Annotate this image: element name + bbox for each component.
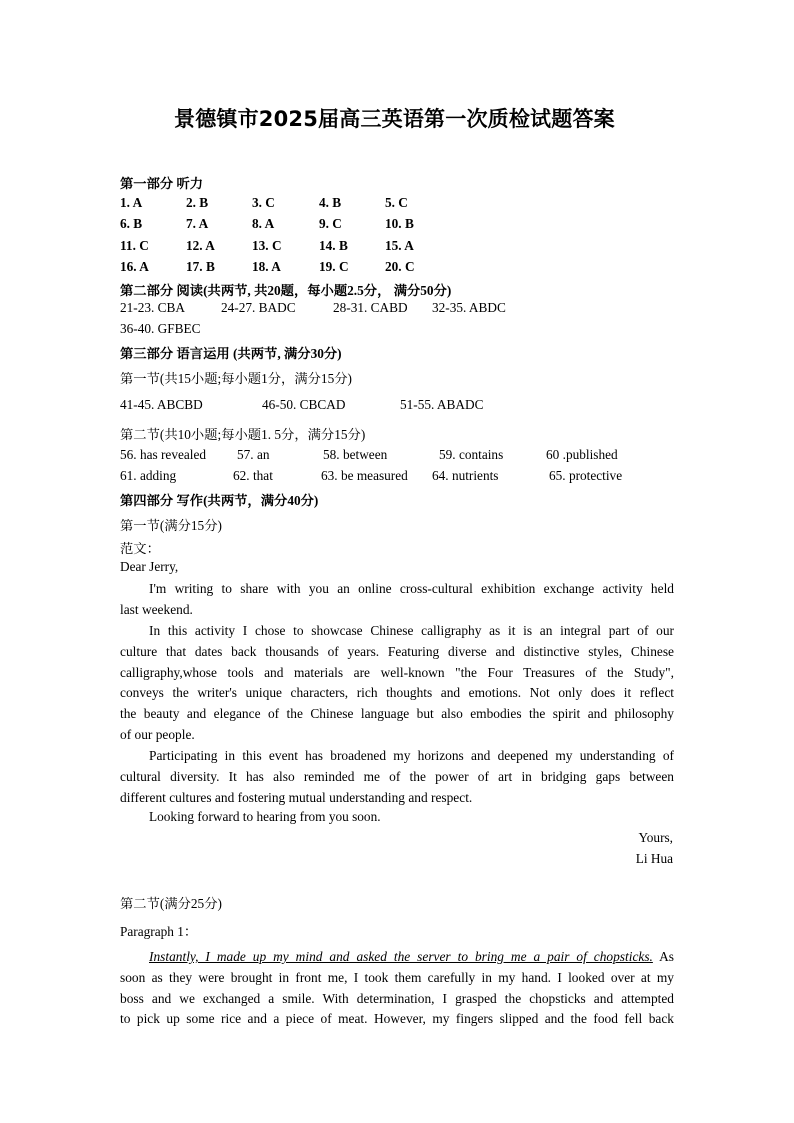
text-line: calligraphy,whose tools and materials are well-known "the Four Treasures of the Study",	[120, 664, 674, 680]
listening-answer: 4. B	[319, 195, 342, 210]
language-use-answer: 60 .published	[546, 447, 618, 462]
listening-answer: 11. C	[120, 238, 149, 253]
language-use-answer: 65. protective	[549, 468, 623, 483]
text-line: of our people.	[120, 726, 195, 742]
language-use-answer: 58. between	[323, 447, 388, 462]
text-line	[120, 947, 674, 968]
part2-answer: 24-27. BADC	[221, 300, 296, 315]
letter-signature: Li Hua	[635, 851, 673, 866]
letter-paragraph-4: Looking forward to hearing from you soon.	[149, 809, 381, 824]
part2-answer: 36-40. GFBEC	[120, 321, 201, 336]
listening-answer: 14. B	[319, 238, 348, 253]
listening-answer: 9. C	[319, 216, 342, 231]
listening-answer: 16. A	[120, 259, 149, 274]
language-use-answer: 64. nutrients	[432, 468, 499, 483]
part3-section1-heading: 第一节(共15小题;每小题1分，满分15分)	[120, 371, 352, 386]
listening-answer: 2. B	[186, 195, 209, 210]
letter-paragraph-1	[120, 579, 674, 621]
listening-answer: 13. C	[252, 238, 282, 253]
sample-label: 范文：	[120, 541, 160, 556]
part3-answer: 46-50. CBCAD	[262, 397, 346, 412]
page-title: 景德镇市2025届高三英语第一次质检试题答案	[174, 107, 615, 131]
part4-section2-heading: 第二节(满分25分)	[120, 896, 222, 911]
listening-answer: 19. C	[319, 259, 349, 274]
part2-answer: 32-35. ABDC	[432, 300, 506, 315]
listening-answer: 18. A	[252, 259, 281, 274]
listening-answer: 5. C	[385, 195, 408, 210]
paragraph-label: Paragraph 1：	[120, 924, 198, 939]
listening-answer: 1. A	[120, 195, 143, 210]
letter-closing: Yours,	[638, 830, 673, 845]
listening-answer: 12. A	[186, 238, 215, 253]
text-line: to pick up some rice and a piece of meat. However, my fingers slipped and the food fell back	[120, 1011, 674, 1027]
text-line: last weekend.	[120, 601, 193, 617]
listening-answer: 17. B	[186, 259, 215, 274]
listening-answer: 15. A	[385, 238, 414, 253]
text-line: soon as they were brought in front me, I took them carefully in my hand. I looked over at my	[120, 969, 674, 985]
text-line: different cultures and fostering mutual understanding and respect.	[120, 789, 473, 805]
text-fragment: As	[652, 949, 674, 964]
part3-section2-heading: 第二节(共10小题;每小题1. 5分，满分15分)	[120, 427, 366, 442]
part4-section1-heading: 第一节(满分15分)	[120, 518, 222, 533]
language-use-answer: 62. that	[233, 468, 273, 483]
part2-answer: 28-31. CABD	[333, 300, 408, 315]
given-sentence: Instantly, I made up my mind and asked the server to bring me a pair of chopsticks.	[149, 949, 653, 964]
listening-answer: 7. A	[186, 216, 209, 231]
listening-answer: 10. B	[385, 216, 414, 231]
part3-heading: 第三部分 语言运用 (共两节, 满分30分)	[120, 346, 342, 361]
part3-answer: 51-55. ABADC	[400, 397, 484, 412]
letter-salutation: Dear Jerry,	[120, 559, 179, 574]
listening-answer: 6. B	[120, 216, 143, 231]
text-line: the beauty and elegance of the Chinese language but also embodies the spirit and philosophy	[120, 706, 674, 722]
language-use-answer: 59. contains	[439, 447, 504, 462]
part2-heading: 第二部分 阅读(共两节, 共20题，每小题2.5分， 满分50分)	[120, 283, 452, 298]
letter-paragraph-3	[120, 746, 674, 808]
text-line: Participating in this event has broadened my horizons and deepened my understanding of	[149, 748, 674, 763]
language-use-answer: 61. adding	[120, 468, 177, 483]
text-line: culture that dates back thousands of years. Featuring diverse and distinctive styles, Chinese	[120, 643, 674, 659]
text-line: In this activity I chose to showcase Chinese calligraphy as it is an integral part of our	[149, 623, 674, 638]
language-use-answer: 63. be measured	[321, 468, 408, 483]
part3-answer: 41-45. ABCBD	[120, 397, 203, 412]
listening-answer: 8. A	[252, 216, 275, 231]
part4-heading: 第四部分 写作(共两节，满分40分)	[120, 493, 319, 508]
letter-paragraph-2	[120, 621, 674, 746]
continuation-paragraph	[120, 947, 674, 1030]
part1-heading: 第一部分 听力	[120, 176, 204, 191]
text-line: I'm writing to share with you an online cross-cultural exhibition exchange activity held	[149, 581, 674, 596]
text-line: cultural diversity. It has also reminded me of the power of art in bridging gaps between	[120, 768, 674, 784]
text-line: boss and we exchanged a smile. With determination, I grasped the chopsticks and attempted	[120, 990, 674, 1006]
language-use-answer: 56. has revealed	[120, 447, 207, 462]
listening-answer: 20. C	[385, 259, 415, 274]
listening-answer: 3. C	[252, 195, 275, 210]
language-use-answer: 57. an	[237, 447, 270, 462]
text-line: conveys the writer's unique characters, rich thoughts and emotions. Not only does it reflect	[120, 685, 674, 701]
part2-answer: 21-23. CBA	[120, 300, 186, 315]
